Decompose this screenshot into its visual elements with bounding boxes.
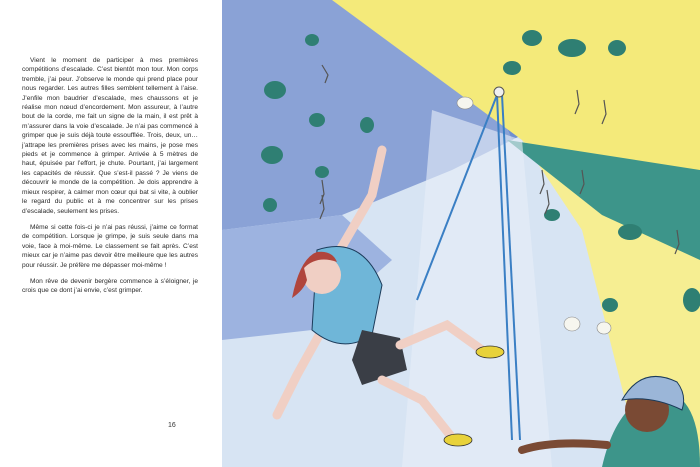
hold bbox=[315, 166, 329, 178]
hold bbox=[457, 97, 473, 109]
text-page bbox=[0, 0, 222, 467]
top-anchor bbox=[494, 87, 504, 97]
hold bbox=[602, 298, 618, 312]
story-text bbox=[22, 56, 198, 303]
hold bbox=[503, 61, 521, 75]
hold bbox=[597, 322, 611, 334]
hold bbox=[522, 30, 542, 46]
hold bbox=[264, 81, 286, 99]
climbing-shoe bbox=[476, 346, 504, 358]
climbing-illustration bbox=[222, 0, 700, 467]
hold bbox=[564, 317, 580, 331]
paragraph-3: Mon rêve de devenir bergère commence à s’éloigner, je crois que ce dont j’ai envie, c’est grimper. bbox=[22, 277, 198, 295]
hold bbox=[263, 198, 277, 212]
climbing-shoe bbox=[444, 434, 472, 446]
hold bbox=[360, 117, 374, 133]
paragraph-2: Même si cette fois-ci je n’ai pas réussi, j’aime ce format de compétition. Lorsque je grimpe, je suis seule dans ma voie, face à moi-même. Le classement se fait après. C’est mieux car je n’aime pas devoir être meilleure que les autres pour réussir. Je préfère me dépasser moi-même ! bbox=[22, 223, 198, 269]
hold bbox=[261, 146, 283, 164]
illustration-svg bbox=[222, 0, 700, 467]
hold bbox=[608, 40, 626, 56]
hold bbox=[309, 113, 325, 127]
paragraph-1: Vient le moment de participer à mes premières compétitions d’escalade. C’est bientôt mon tour. Mon corps tremble, j’ai peur. J’observe le monde qui prend place pour nous regarder. Les autres filles semblent tellement à l’aise. J’enfile mon baudrier d’escalade, mes chaussons et je réalise mon nœud d’encordement. Mon assureur, à l’autre bout de la corde, me fait un signe de la main, il est prêt à m’assurer dans la voie d’escalade. Je n’ai pas commencé à grimper que je suis déjà toute essoufflée. Trois, deux, un… j’attrape les premières prises avec les mains, je pose mes pieds et je commence à grimper. Arrivée à 5 mètres de haut, épuisée par l’effort, je chute. Pourtant, j’ai largement les capacités de réussir. Que s’est-il passé ? Je viens de découvrir le monde de la compétition. Je dois apprendre à mieux respirer, à calmer mon cœur qui bat si vite, à oublier le regard du public et à me concentrer sur les prises d’escalade, seulement les prises. bbox=[22, 57, 198, 215]
hold bbox=[618, 224, 642, 240]
hold bbox=[558, 39, 586, 57]
hold bbox=[305, 34, 319, 46]
page-number: 16 bbox=[168, 422, 176, 429]
